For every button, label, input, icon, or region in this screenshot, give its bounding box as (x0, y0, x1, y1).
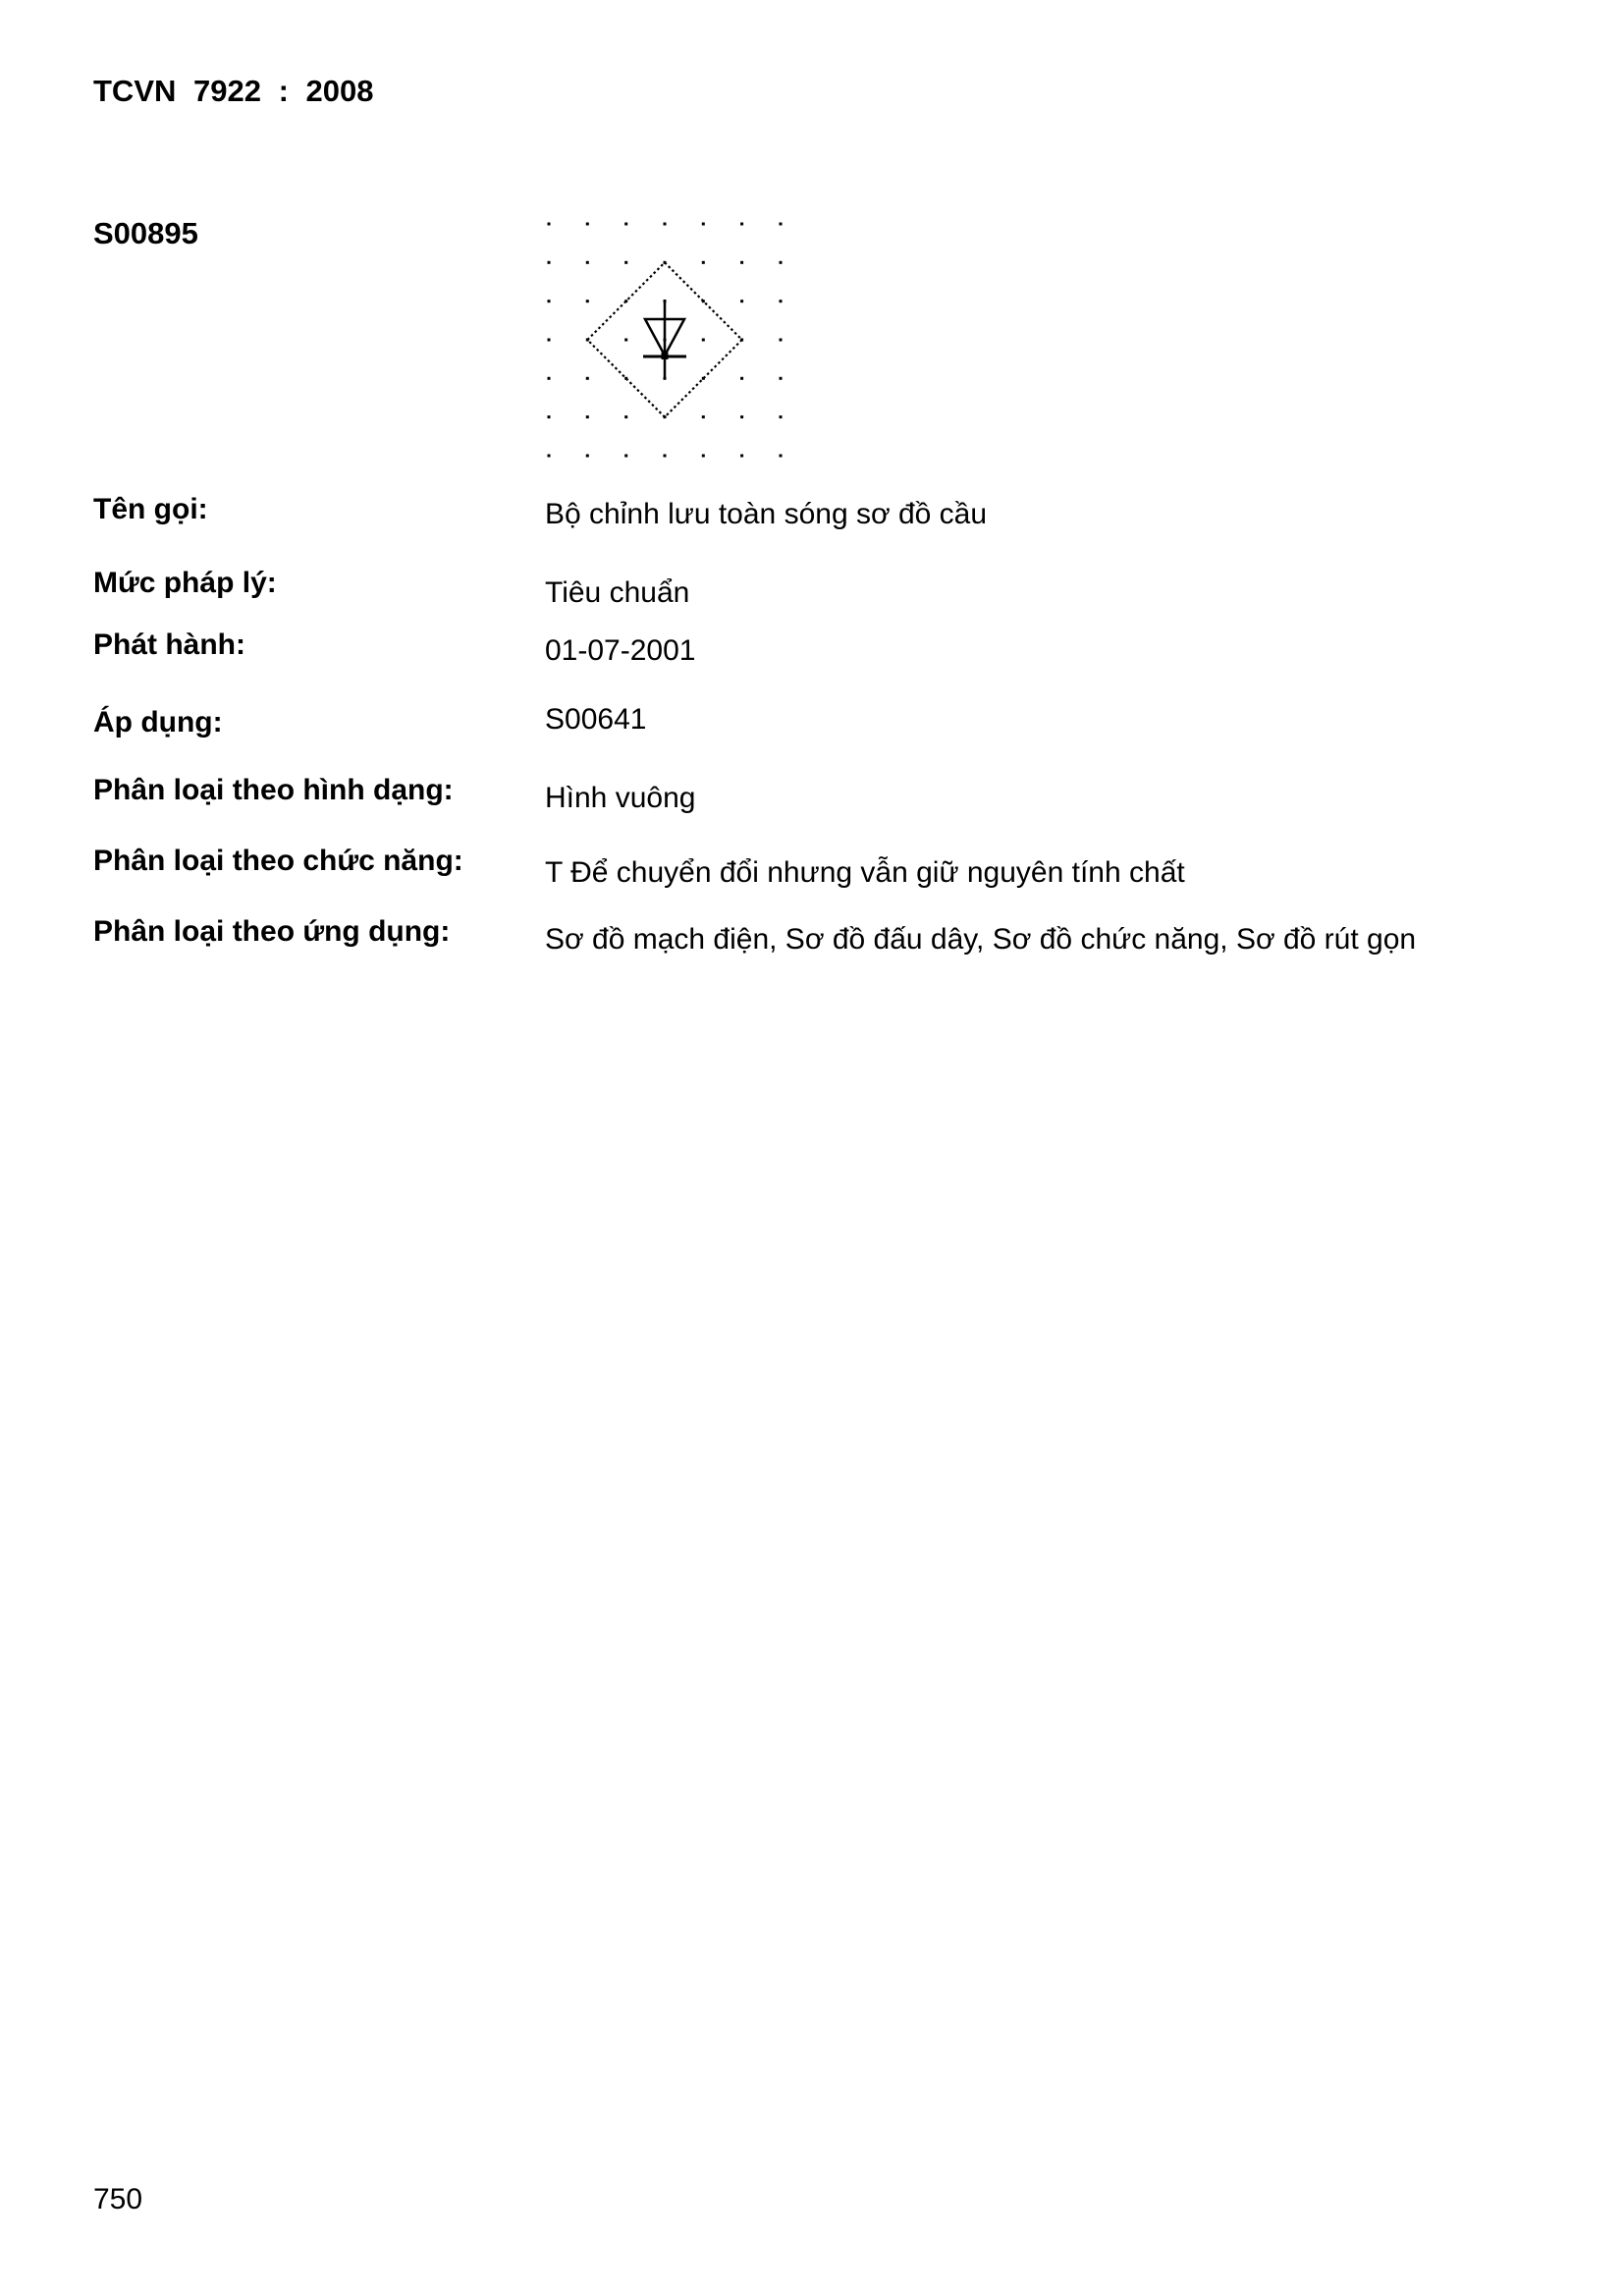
field-label-muc-phap-ly: Mức pháp lý: (93, 567, 277, 599)
field-value-phan-loai-ung-dung: Sơ đồ mạch điện, Sơ đồ đấu dây, Sơ đồ chức năng, Sơ đồ rút gọn (545, 923, 1417, 956)
field-label-phan-loai-hinh-dang: Phân loại theo hình dạng: (93, 774, 454, 806)
field-label-ten-goi: Tên gọi: (93, 493, 208, 525)
field-value-ap-dung: S00641 (545, 703, 647, 736)
field-value-phat-hanh: 01-07-2001 (545, 634, 696, 667)
field-value-phan-loai-hinh-dang: Hình vuông (545, 782, 696, 814)
field-value-ten-goi: Bộ chỉnh lưu toàn sóng sơ đồ cầu (545, 498, 988, 530)
field-label-ap-dung: Áp dụng: (93, 706, 223, 738)
diode-symbol-icon (643, 300, 686, 377)
field-value-phan-loai-chuc-nang: T Để chuyển đổi nhưng vẫn giữ nguyên tính chất (545, 856, 1185, 889)
field-label-phan-loai-chuc-nang: Phân loại theo chức năng: (93, 845, 463, 877)
page-number: 750 (93, 2183, 143, 2215)
field-label-phan-loai-ung-dung: Phân loại theo ứng dụng: (93, 915, 451, 948)
document-title: TCVN 7922 : 2008 (93, 74, 374, 108)
symbol-figure (535, 208, 796, 464)
field-label-phat-hanh: Phát hành: (93, 629, 245, 661)
field-value-muc-phap-ly: Tiêu chuẩn (545, 576, 690, 609)
symbol-code: S00895 (93, 216, 198, 250)
